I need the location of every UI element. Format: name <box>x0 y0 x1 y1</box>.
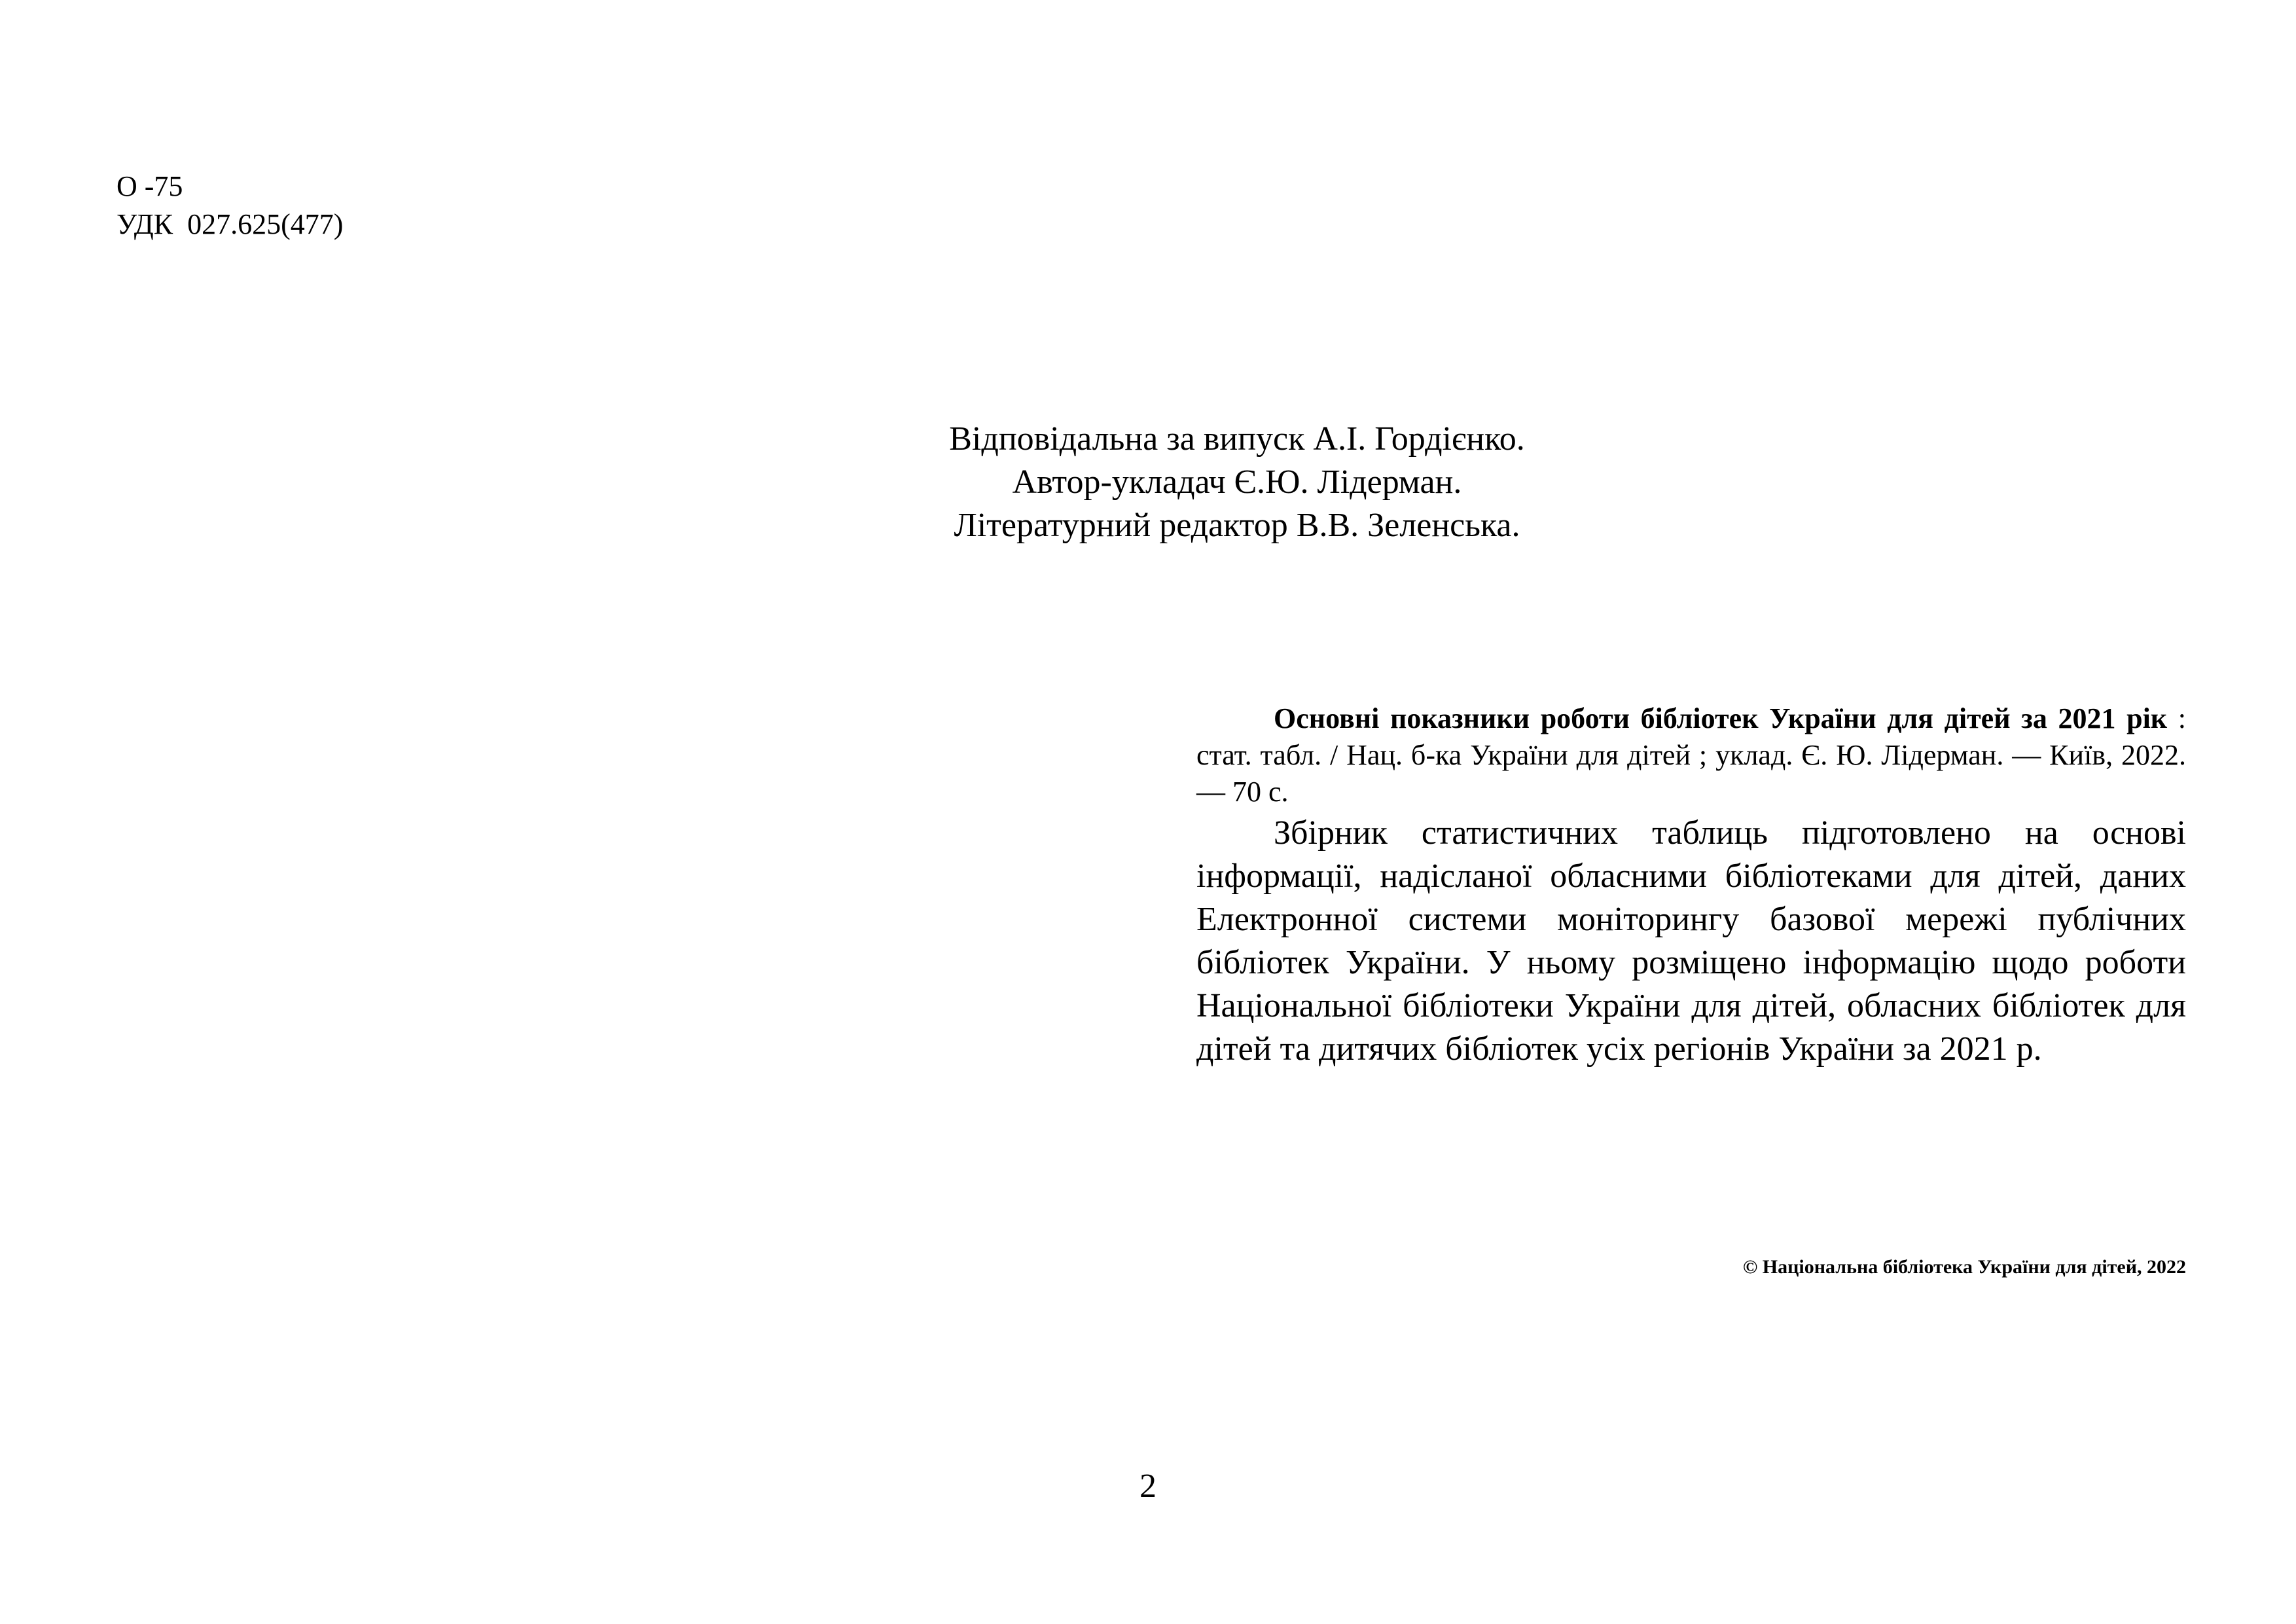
compiler-line: Автор-укладач Є.Ю. Лідерман. <box>1012 463 1462 501</box>
responsible-persons <box>818 418 1656 547</box>
bibliographic-description <box>1196 700 2186 810</box>
author-mark: О -75 <box>117 170 183 202</box>
literary-editor-line: Літературний редактор В.В. Зеленська. <box>954 507 1520 544</box>
udc-code: УДК 027.625(477) <box>117 208 344 240</box>
annotation-block <box>1196 700 2186 1071</box>
bibliographic-details: : стат. табл. / Нац. б-ка України для дітей ; уклад. Є. Ю. Лідерман. — Київ, 2022. — 70 с. <box>1196 702 2186 808</box>
page-number: 2 <box>1139 1468 1157 1505</box>
bibliographic-title: Основні показники роботи бібліотек України для дітей за 2021 рік <box>1274 702 2168 734</box>
classification-block <box>117 168 343 244</box>
responsible-editor-line: Відповідальна за випуск А.І. Гордієнко. <box>949 420 1525 458</box>
annotation-summary: Збірник статистичних таблиць підготовлено на основі інформації, надісланої обласними бібліотеками для дітей, даних Електронної системи моніторингу базової мережі публічних бібліотек України. У ньому розміщено інформацію щодо роботи Національної бібліотеки України для дітей, обласних бібліотек для дітей та дитячих бібліотек усіх регіонів України за 2021 р. <box>1196 814 2186 1068</box>
copyright-notice: © Національна бібліотека України для дітей, 2022 <box>1742 1256 2186 1278</box>
